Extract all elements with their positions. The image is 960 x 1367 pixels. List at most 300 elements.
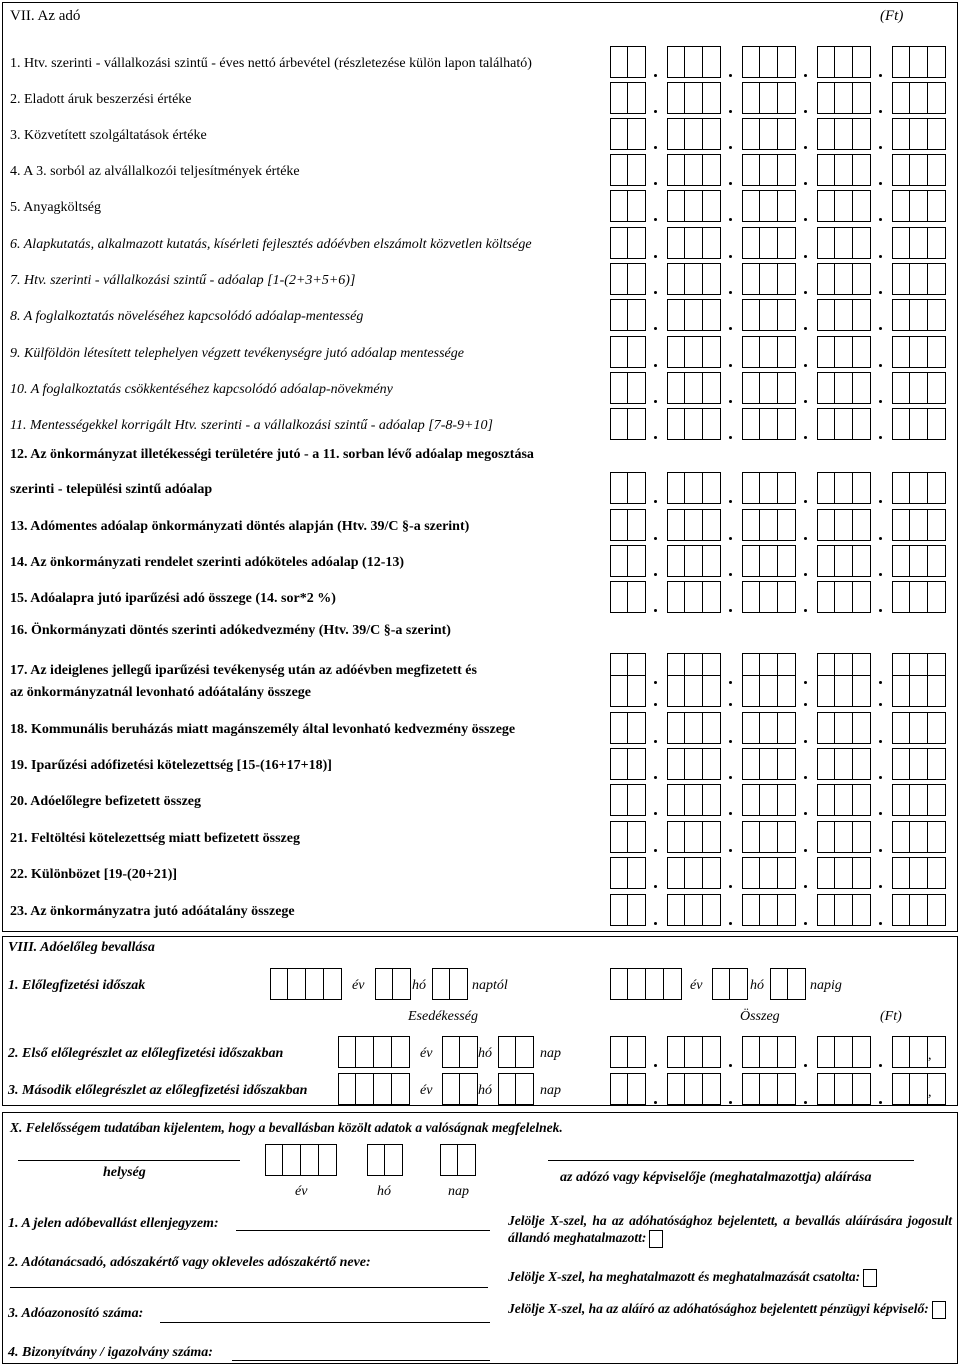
amount-boxes[interactable]	[610, 712, 946, 744]
digit-box[interactable]	[393, 968, 411, 1000]
digit-box[interactable]	[778, 545, 796, 577]
digit-box[interactable]	[667, 82, 685, 114]
digit-box[interactable]	[928, 821, 946, 853]
digit-box[interactable]	[928, 894, 946, 926]
digit-box[interactable]	[928, 472, 946, 504]
digit-box[interactable]	[703, 712, 721, 744]
digit-box[interactable]	[910, 857, 928, 889]
digit-box[interactable]	[667, 372, 685, 404]
digit-box[interactable]	[667, 472, 685, 504]
digit-box[interactable]	[928, 509, 946, 541]
digit-box[interactable]	[760, 821, 778, 853]
digit-box[interactable]	[817, 263, 835, 295]
amount-boxes[interactable]	[610, 372, 946, 404]
digit-box[interactable]	[742, 748, 760, 780]
digit-box[interactable]	[685, 118, 703, 150]
digit-box[interactable]	[853, 154, 871, 186]
digit-box[interactable]	[610, 1036, 628, 1068]
digit-box[interactable]	[667, 857, 685, 889]
digit-box[interactable]	[835, 894, 853, 926]
digit-box[interactable]	[646, 968, 664, 1000]
digit-box[interactable]	[667, 821, 685, 853]
digit-box[interactable]	[853, 118, 871, 150]
due-day[interactable]	[498, 1073, 534, 1105]
digit-box[interactable]	[610, 82, 628, 114]
digit-box[interactable]	[703, 821, 721, 853]
digit-box[interactable]	[817, 472, 835, 504]
digit-box[interactable]	[835, 675, 853, 707]
digit-box[interactable]	[667, 894, 685, 926]
digit-box[interactable]	[853, 227, 871, 259]
digit-box[interactable]	[817, 748, 835, 780]
digit-box[interactable]	[442, 1036, 460, 1068]
amount-boxes[interactable]	[610, 509, 946, 541]
digit-box[interactable]	[742, 857, 760, 889]
digit-box[interactable]	[610, 784, 628, 816]
digit-box[interactable]	[853, 857, 871, 889]
digit-box[interactable]	[742, 675, 760, 707]
digit-box[interactable]	[892, 408, 910, 440]
digit-box[interactable]	[703, 784, 721, 816]
digit-box[interactable]	[628, 894, 646, 926]
digit-box[interactable]	[760, 372, 778, 404]
digit-box[interactable]	[628, 748, 646, 780]
digit-box[interactable]	[892, 784, 910, 816]
countersign-line[interactable]	[236, 1230, 490, 1231]
digit-box[interactable]	[498, 1036, 516, 1068]
digit-box[interactable]	[760, 857, 778, 889]
digit-box[interactable]	[610, 227, 628, 259]
digit-box[interactable]	[817, 1036, 835, 1068]
digit-box[interactable]	[778, 408, 796, 440]
digit-box[interactable]	[910, 509, 928, 541]
digit-box[interactable]	[778, 821, 796, 853]
amount-boxes[interactable]	[610, 263, 946, 295]
digit-box[interactable]	[685, 408, 703, 440]
period-to-year[interactable]	[610, 968, 682, 1000]
digit-box[interactable]	[324, 968, 342, 1000]
mark-checkbox[interactable]	[649, 1230, 663, 1248]
digit-box[interactable]	[742, 118, 760, 150]
digit-box[interactable]	[685, 299, 703, 331]
amount-boxes[interactable]	[610, 299, 946, 331]
date-month[interactable]	[367, 1144, 403, 1176]
digit-box[interactable]	[610, 336, 628, 368]
digit-box[interactable]	[667, 784, 685, 816]
digit-box[interactable]	[910, 408, 928, 440]
digit-box[interactable]	[928, 712, 946, 744]
digit-box[interactable]	[778, 472, 796, 504]
digit-box[interactable]	[835, 1036, 853, 1068]
digit-box[interactable]	[375, 968, 393, 1000]
digit-box[interactable]	[685, 336, 703, 368]
amount-boxes[interactable]	[610, 154, 946, 186]
digit-box[interactable]	[853, 472, 871, 504]
digit-box[interactable]	[910, 472, 928, 504]
digit-box[interactable]	[892, 1073, 910, 1105]
due-year[interactable]	[338, 1036, 410, 1068]
digit-box[interactable]	[853, 748, 871, 780]
digit-box[interactable]	[742, 509, 760, 541]
due-day[interactable]	[498, 1036, 534, 1068]
due-month[interactable]	[442, 1073, 478, 1105]
installment-amount-boxes[interactable]	[610, 1073, 960, 1105]
digit-box[interactable]	[392, 1036, 410, 1068]
digit-box[interactable]	[685, 712, 703, 744]
digit-box[interactable]	[685, 675, 703, 707]
digit-box[interactable]	[835, 821, 853, 853]
digit-box[interactable]	[928, 263, 946, 295]
digit-box[interactable]	[892, 299, 910, 331]
digit-box[interactable]	[742, 82, 760, 114]
date-day[interactable]	[440, 1144, 476, 1176]
digit-box[interactable]	[835, 545, 853, 577]
digit-box[interactable]	[667, 509, 685, 541]
digit-box[interactable]	[628, 118, 646, 150]
digit-box[interactable]	[853, 712, 871, 744]
digit-box[interactable]	[928, 299, 946, 331]
digit-box[interactable]	[628, 336, 646, 368]
digit-box[interactable]	[760, 336, 778, 368]
digit-box[interactable]	[928, 154, 946, 186]
digit-box[interactable]	[742, 1073, 760, 1105]
digit-box[interactable]	[910, 46, 928, 78]
digit-box[interactable]	[685, 748, 703, 780]
digit-box[interactable]	[853, 372, 871, 404]
digit-box[interactable]	[778, 748, 796, 780]
digit-box[interactable]	[928, 82, 946, 114]
amount-boxes[interactable]	[610, 190, 946, 222]
digit-box[interactable]	[610, 372, 628, 404]
digit-box[interactable]	[667, 675, 685, 707]
digit-box[interactable]	[703, 675, 721, 707]
digit-box[interactable]	[742, 46, 760, 78]
digit-box[interactable]	[778, 1036, 796, 1068]
digit-box[interactable]	[760, 82, 778, 114]
digit-box[interactable]	[817, 675, 835, 707]
digit-box[interactable]	[835, 581, 853, 613]
digit-box[interactable]	[283, 1144, 301, 1176]
digit-box[interactable]	[853, 82, 871, 114]
digit-box[interactable]	[892, 372, 910, 404]
digit-box[interactable]	[928, 336, 946, 368]
digit-box[interactable]	[742, 581, 760, 613]
digit-box[interactable]	[817, 154, 835, 186]
digit-box[interactable]	[928, 748, 946, 780]
amount-boxes[interactable]	[610, 748, 946, 780]
digit-box[interactable]	[778, 372, 796, 404]
digit-box[interactable]	[432, 968, 450, 1000]
digit-box[interactable]	[667, 581, 685, 613]
digit-box[interactable]	[817, 857, 835, 889]
digit-box[interactable]	[778, 190, 796, 222]
digit-box[interactable]	[628, 227, 646, 259]
digit-box[interactable]	[712, 968, 730, 1000]
digit-box[interactable]	[778, 263, 796, 295]
digit-box[interactable]	[928, 46, 946, 78]
digit-box[interactable]	[667, 712, 685, 744]
digit-box[interactable]	[742, 894, 760, 926]
digit-box[interactable]	[892, 581, 910, 613]
digit-box[interactable]	[610, 748, 628, 780]
digit-box[interactable]	[703, 545, 721, 577]
digit-box[interactable]	[703, 857, 721, 889]
digit-box[interactable]	[760, 545, 778, 577]
digit-box[interactable]	[703, 1073, 721, 1105]
digit-box[interactable]	[685, 263, 703, 295]
digit-box[interactable]	[610, 408, 628, 440]
digit-box[interactable]	[703, 190, 721, 222]
digit-box[interactable]	[853, 408, 871, 440]
digit-box[interactable]	[892, 1036, 910, 1068]
digit-box[interactable]	[610, 299, 628, 331]
digit-box[interactable]	[835, 1073, 853, 1105]
digit-box[interactable]	[667, 190, 685, 222]
digit-box[interactable]	[910, 821, 928, 853]
digit-box[interactable]	[853, 263, 871, 295]
digit-box[interactable]	[667, 408, 685, 440]
digit-box[interactable]	[760, 675, 778, 707]
digit-box[interactable]	[892, 545, 910, 577]
digit-box[interactable]	[910, 545, 928, 577]
digit-box[interactable]	[610, 509, 628, 541]
digit-box[interactable]	[835, 784, 853, 816]
digit-box[interactable]	[685, 857, 703, 889]
digit-box[interactable]	[667, 299, 685, 331]
digit-box[interactable]	[892, 118, 910, 150]
digit-box[interactable]	[685, 154, 703, 186]
digit-box[interactable]	[778, 712, 796, 744]
digit-box[interactable]	[778, 336, 796, 368]
digit-box[interactable]	[817, 299, 835, 331]
digit-box[interactable]	[835, 372, 853, 404]
digit-box[interactable]	[778, 784, 796, 816]
digit-box[interactable]	[685, 509, 703, 541]
digit-box[interactable]	[760, 299, 778, 331]
digit-box[interactable]	[270, 968, 288, 1000]
digit-box[interactable]	[667, 1073, 685, 1105]
digit-box[interactable]	[817, 1073, 835, 1105]
digit-box[interactable]	[892, 336, 910, 368]
digit-box[interactable]	[356, 1073, 374, 1105]
digit-box[interactable]	[628, 581, 646, 613]
digit-box[interactable]	[450, 968, 468, 1000]
digit-box[interactable]	[742, 408, 760, 440]
digit-box[interactable]	[301, 1144, 319, 1176]
digit-box[interactable]	[628, 821, 646, 853]
digit-box[interactable]	[910, 1073, 928, 1105]
digit-box[interactable]	[892, 894, 910, 926]
digit-box[interactable]	[742, 336, 760, 368]
digit-box[interactable]	[835, 118, 853, 150]
cert-line[interactable]	[232, 1360, 490, 1361]
digit-box[interactable]	[730, 968, 748, 1000]
digit-box[interactable]	[760, 190, 778, 222]
digit-box[interactable]	[685, 46, 703, 78]
digit-box[interactable]	[778, 118, 796, 150]
digit-box[interactable]	[853, 509, 871, 541]
digit-box[interactable]	[853, 1073, 871, 1105]
digit-box[interactable]	[817, 821, 835, 853]
digit-box[interactable]	[667, 118, 685, 150]
digit-box[interactable]	[817, 712, 835, 744]
digit-box[interactable]	[703, 118, 721, 150]
digit-box[interactable]	[628, 857, 646, 889]
digit-box[interactable]	[817, 190, 835, 222]
digit-box[interactable]	[853, 784, 871, 816]
amount-boxes[interactable]	[610, 408, 946, 440]
digit-box[interactable]	[760, 894, 778, 926]
digit-box[interactable]	[703, 227, 721, 259]
digit-box[interactable]	[742, 1036, 760, 1068]
digit-box[interactable]	[628, 968, 646, 1000]
digit-box[interactable]	[760, 1036, 778, 1068]
digit-box[interactable]	[628, 263, 646, 295]
digit-box[interactable]	[628, 472, 646, 504]
digit-box[interactable]	[306, 968, 324, 1000]
digit-box[interactable]	[817, 336, 835, 368]
period-from-year[interactable]	[270, 968, 342, 1000]
digit-box[interactable]	[910, 712, 928, 744]
digit-box[interactable]	[610, 581, 628, 613]
digit-box[interactable]	[778, 581, 796, 613]
digit-box[interactable]	[817, 894, 835, 926]
digit-box[interactable]	[892, 227, 910, 259]
digit-box[interactable]	[853, 581, 871, 613]
digit-box[interactable]	[835, 748, 853, 780]
digit-box[interactable]	[760, 509, 778, 541]
digit-box[interactable]	[685, 545, 703, 577]
digit-box[interactable]	[835, 190, 853, 222]
digit-box[interactable]	[628, 82, 646, 114]
digit-box[interactable]	[703, 46, 721, 78]
digit-box[interactable]	[667, 46, 685, 78]
digit-box[interactable]	[835, 509, 853, 541]
digit-box[interactable]	[910, 190, 928, 222]
digit-box[interactable]	[853, 1036, 871, 1068]
digit-box[interactable]	[610, 1073, 628, 1105]
digit-box[interactable]	[374, 1036, 392, 1068]
digit-box[interactable]	[442, 1073, 460, 1105]
digit-box[interactable]	[835, 263, 853, 295]
digit-box[interactable]	[760, 154, 778, 186]
digit-box[interactable]	[817, 509, 835, 541]
digit-box[interactable]	[516, 1073, 534, 1105]
digit-box[interactable]	[760, 472, 778, 504]
digit-box[interactable]	[928, 857, 946, 889]
digit-box[interactable]	[892, 82, 910, 114]
digit-box[interactable]	[628, 1073, 646, 1105]
due-month[interactable]	[442, 1036, 478, 1068]
digit-box[interactable]	[817, 545, 835, 577]
mark-checkbox[interactable]	[932, 1301, 946, 1319]
digit-box[interactable]	[892, 263, 910, 295]
amount-boxes[interactable]	[610, 82, 946, 114]
digit-box[interactable]	[667, 227, 685, 259]
period-from-month[interactable]	[375, 968, 411, 1000]
digit-box[interactable]	[910, 784, 928, 816]
digit-box[interactable]	[685, 190, 703, 222]
digit-box[interactable]	[664, 968, 682, 1000]
digit-box[interactable]	[835, 82, 853, 114]
digit-box[interactable]	[910, 748, 928, 780]
digit-box[interactable]	[367, 1144, 385, 1176]
digit-box[interactable]	[778, 227, 796, 259]
digit-box[interactable]	[703, 263, 721, 295]
digit-box[interactable]	[628, 372, 646, 404]
digit-box[interactable]	[610, 472, 628, 504]
digit-box[interactable]	[817, 784, 835, 816]
digit-box[interactable]	[685, 472, 703, 504]
digit-box[interactable]	[610, 712, 628, 744]
digit-box[interactable]	[610, 46, 628, 78]
digit-box[interactable]	[910, 118, 928, 150]
digit-box[interactable]	[928, 675, 946, 707]
digit-box[interactable]	[910, 372, 928, 404]
digit-box[interactable]	[610, 675, 628, 707]
digit-box[interactable]	[356, 1036, 374, 1068]
digit-box[interactable]	[338, 1036, 356, 1068]
amount-boxes[interactable]	[610, 118, 946, 150]
digit-box[interactable]	[853, 336, 871, 368]
digit-box[interactable]	[853, 675, 871, 707]
digit-box[interactable]	[628, 784, 646, 816]
digit-box[interactable]	[817, 227, 835, 259]
digit-box[interactable]	[458, 1144, 476, 1176]
digit-box[interactable]	[610, 968, 628, 1000]
amount-boxes[interactable]	[610, 472, 946, 504]
digit-box[interactable]	[667, 1036, 685, 1068]
digit-box[interactable]	[835, 46, 853, 78]
digit-box[interactable]	[685, 821, 703, 853]
digit-box[interactable]	[667, 154, 685, 186]
digit-box[interactable]	[610, 545, 628, 577]
taxid-line[interactable]	[160, 1322, 490, 1323]
digit-box[interactable]	[703, 894, 721, 926]
digit-box[interactable]	[703, 472, 721, 504]
digit-box[interactable]	[703, 154, 721, 186]
mark-checkbox[interactable]	[863, 1269, 877, 1287]
digit-box[interactable]	[742, 372, 760, 404]
digit-box[interactable]	[385, 1144, 403, 1176]
digit-box[interactable]	[610, 894, 628, 926]
digit-box[interactable]	[760, 227, 778, 259]
digit-box[interactable]	[928, 118, 946, 150]
digit-box[interactable]	[628, 545, 646, 577]
digit-box[interactable]	[778, 509, 796, 541]
amount-boxes[interactable]	[610, 46, 946, 78]
digit-box[interactable]	[742, 784, 760, 816]
digit-box[interactable]	[703, 509, 721, 541]
digit-box[interactable]	[667, 336, 685, 368]
digit-box[interactable]	[928, 227, 946, 259]
digit-box[interactable]	[610, 263, 628, 295]
digit-box[interactable]	[374, 1073, 392, 1105]
digit-box[interactable]	[440, 1144, 458, 1176]
digit-box[interactable]	[742, 545, 760, 577]
digit-box[interactable]	[910, 336, 928, 368]
digit-box[interactable]	[265, 1144, 283, 1176]
digit-box[interactable]	[628, 712, 646, 744]
digit-box[interactable]	[628, 154, 646, 186]
amount-boxes[interactable]	[610, 581, 946, 613]
digit-box[interactable]	[928, 784, 946, 816]
digit-box[interactable]	[817, 118, 835, 150]
digit-box[interactable]	[835, 408, 853, 440]
digit-box[interactable]	[628, 1036, 646, 1068]
digit-box[interactable]	[760, 581, 778, 613]
digit-box[interactable]	[742, 227, 760, 259]
